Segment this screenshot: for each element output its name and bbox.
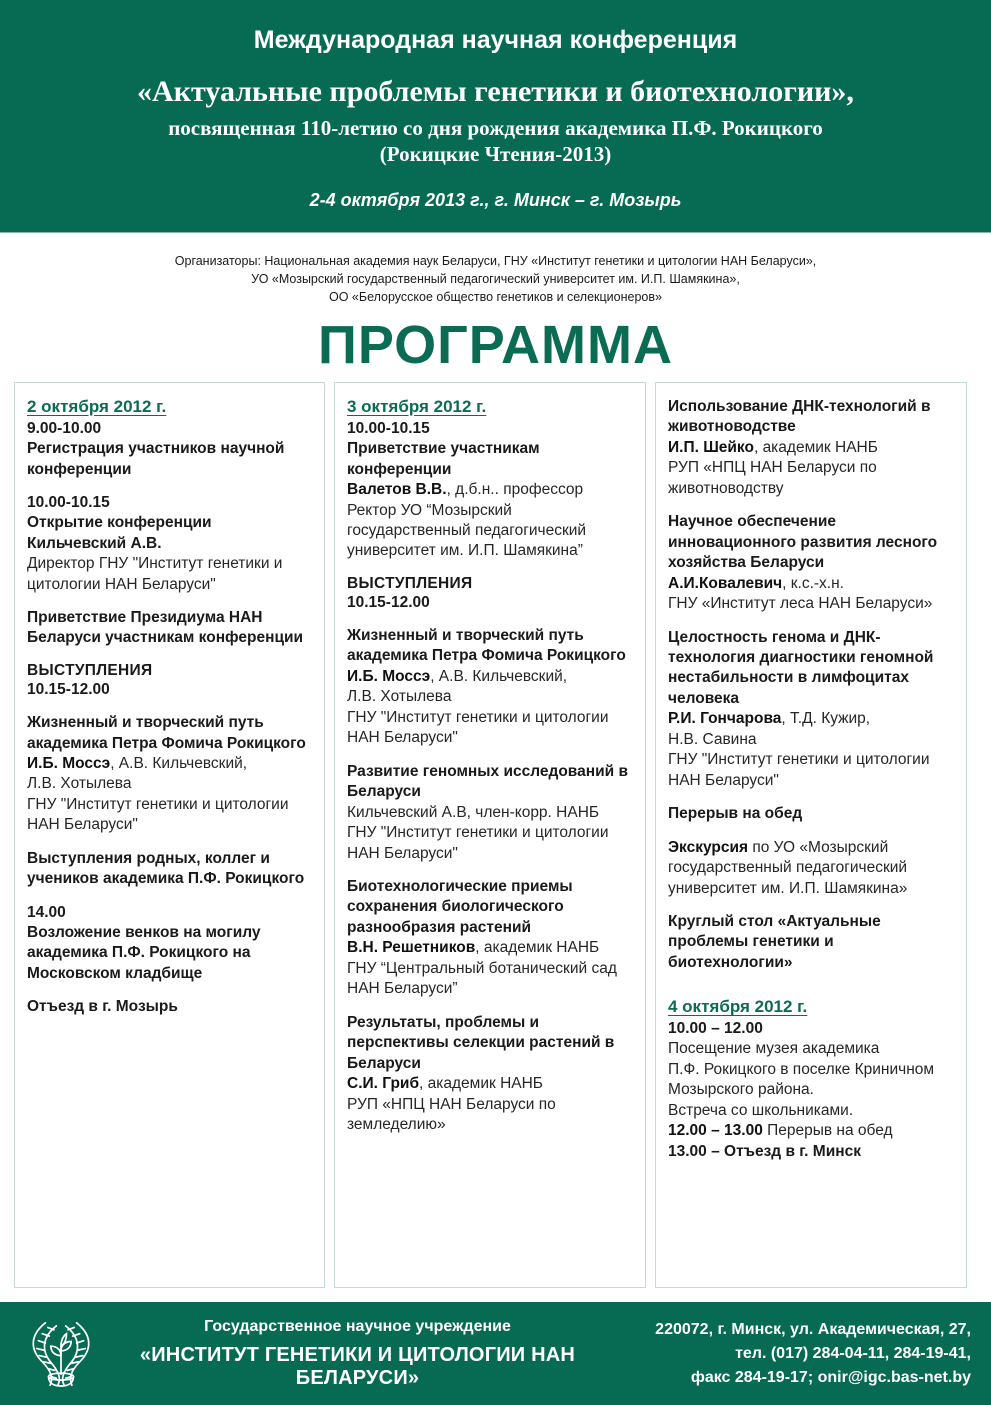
organizer-line-2: УО «Мозырский государственный педагогический университет им. И.П. Шамякина», xyxy=(251,272,740,287)
author-title: , академик НАНБ xyxy=(475,939,600,957)
footer-contacts xyxy=(611,1318,977,1390)
affiliation-line: ГНУ "Институт генетики и цитологии xyxy=(668,751,930,769)
time-label: 14.00 xyxy=(27,903,66,921)
section-heading-talks: ВЫСТУПЛЕНИЯ xyxy=(347,574,473,592)
time-label: 12.00 – 13.00 xyxy=(668,1122,763,1140)
author-title: , академик НАНБ xyxy=(419,1075,543,1093)
date-heading-oct2: 2 октября 2012 г. xyxy=(27,397,167,416)
speaker-name: Кильчевский А.В. xyxy=(27,534,162,552)
schedule-block xyxy=(668,838,954,899)
event-title-line: Перерыв на обед xyxy=(668,805,803,823)
event-title-line: Открытие конференции xyxy=(27,514,212,532)
event-title-line: академика П.Ф. Рокицкого на xyxy=(27,944,251,962)
event-title-line: Отъезд в г. Мозырь xyxy=(27,998,178,1016)
event-title-line: проблемы генетики и xyxy=(668,933,834,951)
schedule-block xyxy=(27,849,312,890)
talk-authors xyxy=(668,574,954,594)
talk-title-line: Жизненный и творческий путь xyxy=(347,627,584,644)
talk-entry xyxy=(668,628,954,792)
talk-title-line: сохранения биологического xyxy=(347,898,564,916)
talk-authors xyxy=(347,667,633,687)
talk-title-line: Развитие геномных исследований в xyxy=(347,762,628,780)
organizer-line-1: Организаторы: Национальная академия наук Беларуси, ГНУ «Институт генетики и цитологии НАН Беларуси», xyxy=(174,254,817,268)
talk-entry xyxy=(347,1013,633,1136)
event-detail-line: 13.00 – Отъезд в г. Минск xyxy=(668,1142,861,1160)
primary-author: И.Б. Моссэ xyxy=(347,667,431,685)
primary-author: Валетов В.В. xyxy=(347,481,447,499)
affiliation-line: ГНУ "Институт генетики и цитологии xyxy=(27,795,289,813)
contact-fax-email: факс 284-19-17; onir@igc.bas-net.by xyxy=(690,1368,971,1386)
coauthors: , А.В. Кильчевский, xyxy=(110,754,248,772)
speaker-name xyxy=(347,480,633,500)
speaker-degree: , д.б.н.. профессор xyxy=(446,481,584,499)
affiliation-line: животноводству xyxy=(668,479,784,497)
affiliation-line: Ректор УО “Мозырский xyxy=(347,501,512,519)
affiliation-line: НАН Беларуси" xyxy=(347,729,458,747)
affiliation-line: НАН Беларуси” xyxy=(347,980,458,998)
affiliation-line: государственный педагогический xyxy=(347,521,587,539)
time-label: 10.15-12.00 xyxy=(27,680,110,698)
affiliation-line: ГНУ «Институт леса НАН Беларуси» xyxy=(668,595,933,613)
schedule-block xyxy=(27,608,312,649)
talk-entry xyxy=(347,762,633,864)
block-spacer xyxy=(668,986,954,997)
talk-title-line: инновационного развития лесного xyxy=(668,533,938,551)
author-title: , к.с.-х.н. xyxy=(782,574,844,592)
event-title-line: конференции xyxy=(27,460,132,478)
schedule-block xyxy=(27,903,312,985)
talk-title-line: Научное обеспечение xyxy=(668,513,836,531)
affiliation-line: ГНУ “Центральный ботанический сад xyxy=(347,959,617,977)
poster-header xyxy=(0,0,991,232)
talk-entry xyxy=(347,877,633,1000)
talk-title-line: животноводстве xyxy=(668,418,796,436)
talk-authors xyxy=(347,1074,633,1094)
program-column-day2 xyxy=(334,382,646,1288)
event-title-line: Приветствие участникам xyxy=(347,440,540,458)
conference-title: «Актуальные проблемы генетики и биотехнологии», xyxy=(137,75,854,108)
coauthors: , А.В. Кильчевский, xyxy=(430,667,568,685)
contact-phone: тел. (017) 284-04-11, 284-19-41, xyxy=(735,1344,971,1362)
excursion-entry xyxy=(668,838,954,858)
affiliation-line: ГНУ "Институт генетики и цитологии xyxy=(347,708,609,726)
talk-title-line: перспективы селекции растений в xyxy=(347,1034,615,1052)
primary-author: С.И. Гриб xyxy=(347,1075,420,1093)
schedule-block xyxy=(668,804,954,824)
contact-address: 220072, г. Минск, ул. Академическая, 27, xyxy=(655,1320,971,1338)
coauthors: , Т.Д. Кужир, xyxy=(781,710,871,728)
date-heading-oct4: 4 октября 2012 г. xyxy=(668,997,808,1017)
talk-title-line: технология диагностики геномной xyxy=(668,648,934,666)
event-detail-text: Перерыв на обед xyxy=(762,1122,893,1140)
time-label: 10.00 – 12.00 xyxy=(668,1020,763,1038)
affiliation-line: цитологии НАН Беларуси" xyxy=(27,575,216,593)
primary-author: В.Н. Решетников xyxy=(347,939,476,957)
poster-footer xyxy=(0,1302,991,1405)
program-column-continued xyxy=(655,382,967,1288)
affiliation-line: НАН Беларуси" xyxy=(347,844,458,862)
talk-title-line: Результаты, проблемы и xyxy=(347,1013,540,1031)
primary-author: И.П. Шейко xyxy=(668,438,754,456)
talk-authors xyxy=(347,938,633,958)
event-detail-line: Мозырского района. xyxy=(668,1081,814,1099)
schedule-block xyxy=(668,997,954,1162)
event-title-line: Выступления родных, коллег и xyxy=(27,849,270,867)
talk-title-line: академика Петра Фомича Рокицкого xyxy=(27,734,306,752)
talk-title-line: хозяйства Беларуси xyxy=(668,554,825,572)
organizer-line-3: ОО «Белорусское общество генетиков и селекционеров» xyxy=(329,290,662,305)
dna-plant-logo-icon xyxy=(22,1315,100,1393)
event-detail-line: П.Ф. Рокицкого в поселке Криничном xyxy=(668,1060,935,1078)
schedule-block xyxy=(27,397,312,480)
conference-series: (Рокицкие Чтения-2013) xyxy=(379,142,612,167)
excursion-label: Экскурсия xyxy=(668,838,749,856)
date-heading-oct3: 3 октября 2012 г. xyxy=(347,397,487,416)
talk-title-line: Беларуси xyxy=(347,1054,421,1072)
talk-title-line: нестабильности в лимфоцитах xyxy=(668,669,909,687)
affiliation-line: Директор ГНУ "Институт генетики и xyxy=(27,555,283,573)
talk-authors xyxy=(27,754,312,774)
schedule-block xyxy=(27,493,312,595)
talk-entry xyxy=(668,512,954,614)
event-title-line: Регистрация участников научной xyxy=(27,440,285,458)
event-title-line: Беларуси участникам конференции xyxy=(27,629,304,647)
section-heading-talks: ВЫСТУПЛЕНИЯ xyxy=(27,661,153,679)
talk-authors xyxy=(668,438,954,458)
talk-title-line: Использование ДНК-технологий в xyxy=(668,398,931,415)
primary-author: И.Б. Моссэ xyxy=(27,754,111,772)
event-title-line: конференции xyxy=(347,460,452,478)
talk-title-line: Жизненный и творческий путь xyxy=(27,714,264,732)
event-title-line: учеников академика П.Ф. Рокицкого xyxy=(27,870,305,888)
institute-type: Государственное научное учреждение xyxy=(204,1317,511,1335)
schedule-block xyxy=(668,912,954,973)
program-column-day1 xyxy=(14,382,325,1288)
organizers-block xyxy=(0,238,991,306)
affiliation-line: земледелию» xyxy=(347,1115,446,1133)
talk-title-line: разнообразия растений xyxy=(347,918,532,936)
time-label: 10.15-12.00 xyxy=(347,593,430,611)
affiliation-line: НАН Беларуси" xyxy=(27,816,138,834)
program-columns xyxy=(14,382,977,1288)
time-label: 10.00-10.15 xyxy=(347,420,430,437)
schedule-block xyxy=(27,997,312,1017)
author-title: , академик НАНБ xyxy=(753,438,878,456)
talk-entry xyxy=(27,713,312,836)
talk-title-line: Целостность генома и ДНК- xyxy=(668,628,881,646)
coauthors: Н.В. Савина xyxy=(668,730,757,748)
page-title: ПРОГРАММА xyxy=(318,315,673,376)
affiliation-line: НАН Беларуси" xyxy=(668,771,779,789)
schedule-block xyxy=(347,397,633,562)
talk-title-line: человека xyxy=(668,689,740,707)
schedule-block xyxy=(27,662,312,700)
primary-author: А.И.Ковалевич xyxy=(668,574,783,592)
conference-subtitle: посвященная 110-летию со дня рождения академика П.Ф. Рокицкого xyxy=(168,116,823,140)
institute-name: «ИНСТИТУТ ГЕНЕТИКИ И ЦИТОЛОГИИ НАН БЕЛАРУСИ» xyxy=(139,1343,576,1389)
affiliation-line: университет им. И.П. Шамякина” xyxy=(347,542,583,560)
conference-dates: 2-4 октября 2013 г., г. Минск – г. Мозырь xyxy=(309,189,682,210)
affiliation-line: государственный педагогический xyxy=(668,859,908,877)
affiliation-line: РУП «НПЦ НАН Беларуси по xyxy=(347,1095,556,1113)
event-title-line: биотехнологии» xyxy=(668,953,793,971)
event-title-line: Приветствие Президиума НАН xyxy=(27,609,263,626)
event-detail-line: Посещение музея академика xyxy=(668,1040,880,1058)
event-title-line: Круглый стол «Актуальные xyxy=(668,912,881,930)
coauthors: Л.В. Хотылева xyxy=(347,688,452,706)
talk-entry xyxy=(347,626,633,749)
time-label: 10.00-10.15 xyxy=(27,494,110,512)
talk-authors: Кильчевский А.В, член-корр. НАНБ xyxy=(347,803,600,821)
talk-authors xyxy=(668,709,954,729)
event-detail-line: Встреча со школьниками. xyxy=(668,1101,854,1119)
affiliation-line: РУП «НПЦ НАН Беларуси по xyxy=(668,459,877,477)
talk-title-line: академика Петра Фомича Рокицкого xyxy=(347,647,626,665)
event-detail-line xyxy=(668,1121,954,1141)
event-title-line: Московском кладбище xyxy=(27,964,203,982)
conference-kicker: Международная научная конференция xyxy=(253,26,738,54)
primary-author: Р.И. Гончарова xyxy=(668,710,782,728)
event-title-line: Возложение венков на могилу xyxy=(27,923,261,941)
schedule-block xyxy=(347,575,633,613)
affiliation-line: ГНУ "Институт генетики и цитологии xyxy=(347,824,609,842)
talk-entry xyxy=(668,397,954,499)
talk-title-line: Беларуси xyxy=(347,783,421,801)
excursion-detail: по УО «Мозырский xyxy=(748,838,889,856)
affiliation-line: университет им. И.П. Шамякина» xyxy=(668,879,908,897)
footer-institute-block xyxy=(100,1318,611,1390)
coauthors: Л.В. Хотылева xyxy=(27,775,132,793)
talk-title-line: Биотехнологические приемы xyxy=(347,877,573,895)
time-label: 9.00-10.00 xyxy=(27,420,102,437)
